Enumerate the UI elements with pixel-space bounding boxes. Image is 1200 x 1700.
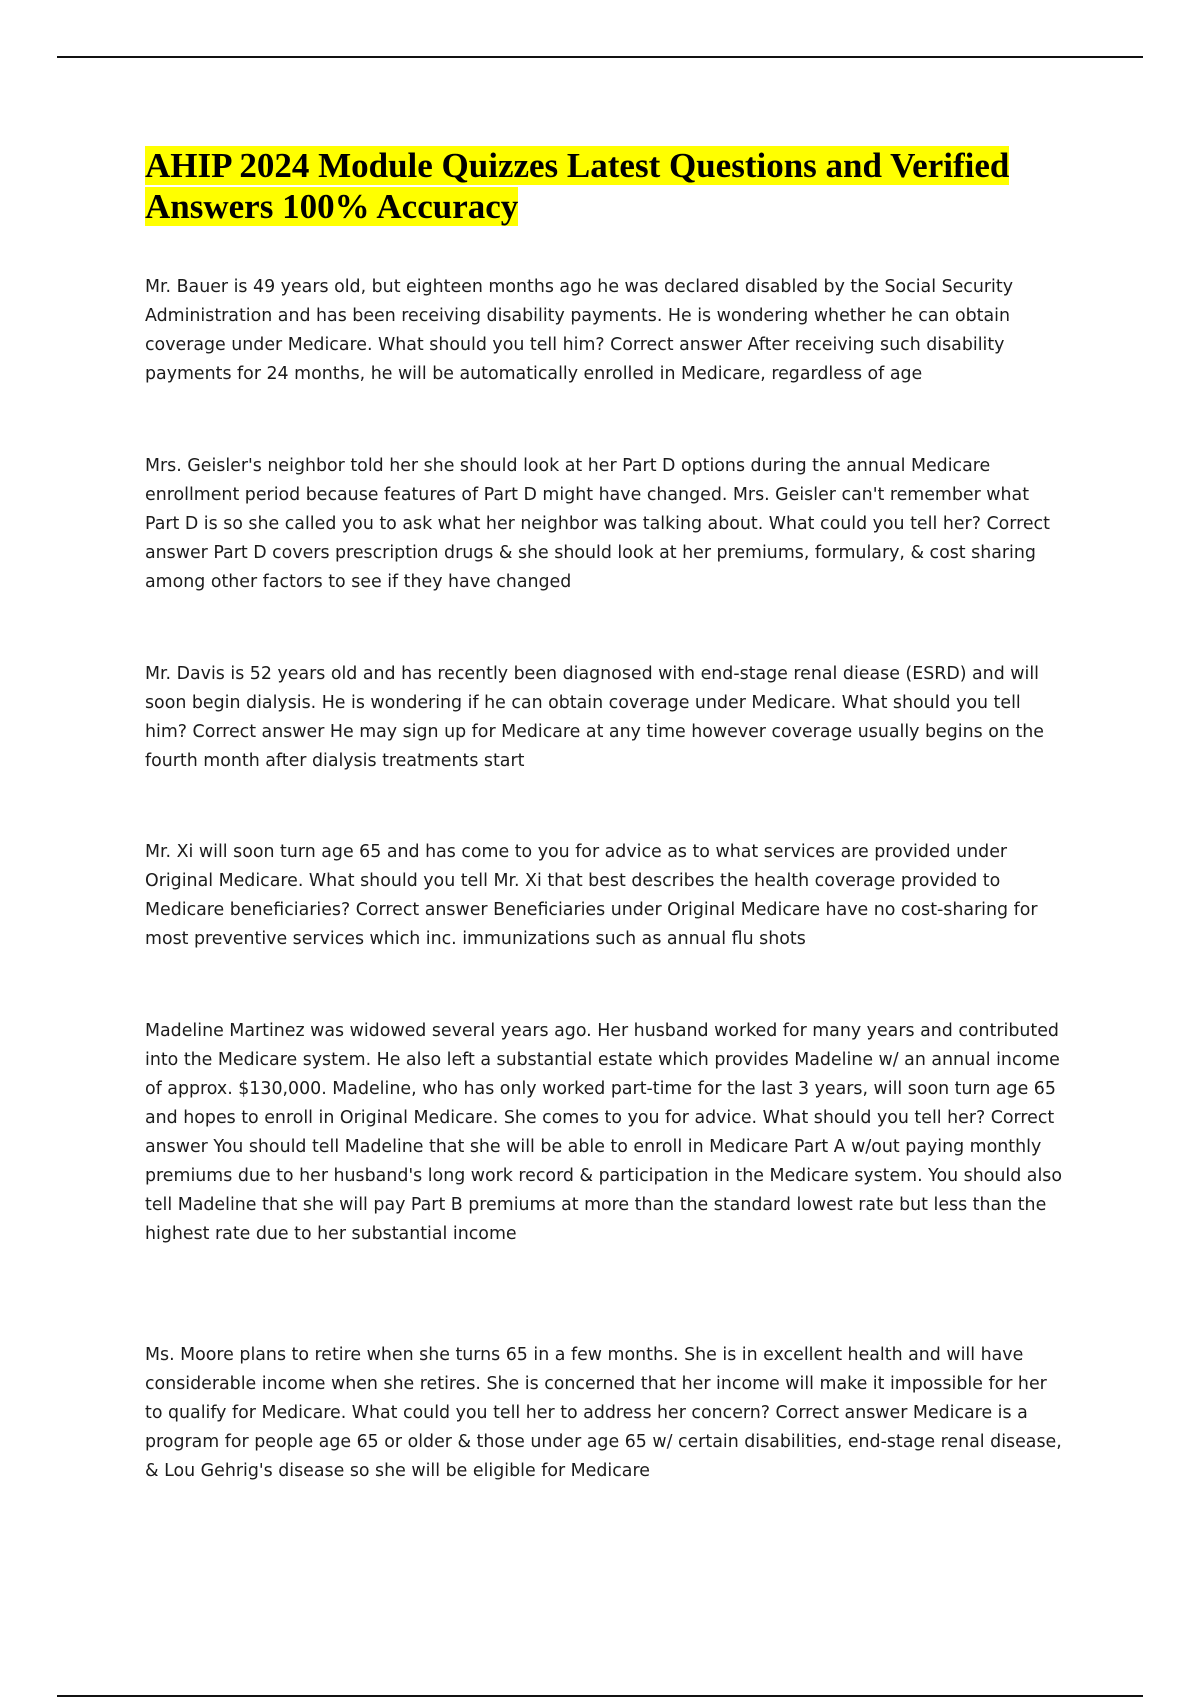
qa-entry: Mrs. Geisler's neighbor told her she should look at her Part D options during the annual Medicare enrollment period because features of Part D might have changed. Mrs. Geisler can't remember what Part D is so she called you to ask what her neighbor was talking about. What could you tell her? Correct answer Part D covers prescription drugs & she should look at her premiums, formulary, & cost sharing among other factors to see if they have changed [145,456,1050,592]
qa-entry: Mr. Davis is 52 years old and has recently been diagnosed with end-stage renal diease (ESRD) and will soon begin dialysis. He is wondering if he can obtain coverage under Medicare. What should you tell him? Correct answer He may sign up for Medicare at any time however coverage usually begins on the fourth month after dialysis treatments start [145,664,1044,771]
title-highlight: AHIP 2024 Module Quizzes Latest Questions and Verified Answers 100% Accuracy [145,146,1010,226]
footer-rule [57,1695,1143,1697]
qa-entry: Ms. Moore plans to retire when she turns 65 in a few months. She is in excellent health and will have considerable income when she retires. She is concerned that her income will make it impossible for her to qualify for Medicare. What could you tell her to address her concern? Correct answer Medicare is a program for people age 65 or older & those under age 65 w/ certain disabilities, end-stage renal disease, & Lou Gehrig's disease so she will be eligible for Medicare [145,1345,1062,1481]
document-title [145,145,1075,227]
qa-entry: Madeline Martinez was widowed several years ago. Her husband worked for many years and contributed into the Medicare system. He also left a substantial estate which provides Madeline w/ an annual income of approx. $130,000. Madeline, who has only worked part-time for the last 3 years, will soon turn age 65 and hopes to enroll in Original Medicare. She comes to you for advice. What should you tell her? Correct answer You should tell Madeline that she will be able to enroll in Medicare Part A w/out paying monthly premiums due to her husband's long work record & participation in the Medicare system. You should also tell Madeline that she will pay Part B premiums at more than the standard lowest rate but less than the highest rate due to her substantial income [145,1021,1062,1244]
qa-entry: Mr. Xi will soon turn age 65 and has come to you for advice as to what services are provided under Original Medicare. What should you tell Mr. Xi that best describes the health coverage provided to Medicare beneficiaries? Correct answer Beneficiaries under Original Medicare have no cost-sharing for most preventive services which inc. immunizations such as annual flu shots [145,842,1038,949]
header-rule [57,56,1143,58]
qa-entry: Mr. Bauer is 49 years old, but eighteen months ago he was declared disabled by the Social Security Administration and has been receiving disability payments. He is wondering whether he can obtain coverage under Medicare. What should you tell him? Correct answer After receiving such disability payments for 24 months, he will be automatically enrolled in Medicare, regardless of age [145,277,1013,384]
